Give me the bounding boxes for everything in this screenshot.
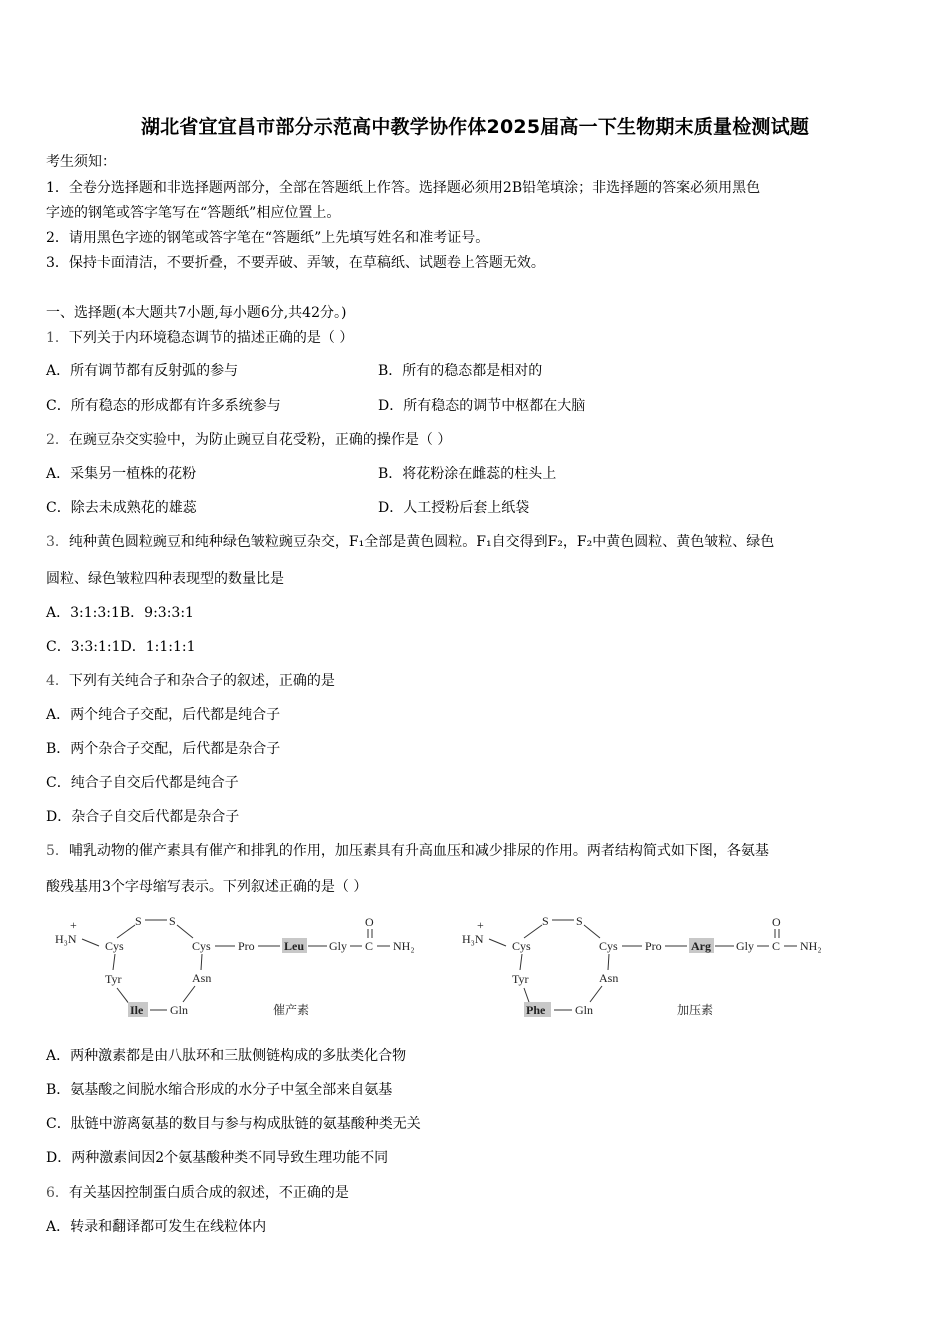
cys-label: Cys xyxy=(105,939,124,953)
asn-label: Asn xyxy=(192,971,212,985)
q5-option-d: D．两种激素间因2个氨基酸种类不同导致生理功能不同 xyxy=(46,1150,389,1166)
bond xyxy=(113,954,115,970)
cys-label: Cys xyxy=(599,939,618,953)
question-number: 4． xyxy=(46,673,69,689)
sulfur-label: S xyxy=(576,914,583,928)
bond xyxy=(183,986,195,1002)
sulfur-label: S xyxy=(169,914,176,928)
h3n-label: H₃N xyxy=(55,932,77,946)
nh2-label: NH₂ xyxy=(393,939,415,953)
q6-option-a: A．转录和翻译都可发生在线粒体内 xyxy=(46,1219,267,1235)
q2-option-b: B．将花粉涂在雌蕊的柱头上 xyxy=(378,466,557,482)
sulfur-label: S xyxy=(542,914,549,928)
hormone-structure-diagram xyxy=(55,910,855,1025)
bond xyxy=(584,925,600,938)
notice-item-2: 2．请用黑色字迹的钢笔或答字笔在“答题纸”上先填写姓名和准考证号。 xyxy=(46,230,490,246)
bond xyxy=(201,954,202,970)
question-text: 有关基因控制蛋白质合成的叙述，不正确的是 xyxy=(68,1185,349,1201)
bond xyxy=(177,925,193,938)
q4-option-d: D．杂合子自交后代都是杂合子 xyxy=(46,809,240,825)
gln-label: Gln xyxy=(575,1003,593,1017)
bond xyxy=(117,925,135,938)
pro-label: Pro xyxy=(645,939,662,953)
tyr-label: Tyr xyxy=(105,972,122,986)
q2-option-d: D．人工授粉后套上纸袋 xyxy=(378,500,530,516)
gly-label: Gly xyxy=(736,939,754,953)
question-3-stem xyxy=(46,532,774,552)
question-text: 下列关于内环境稳态调节的描述正确的是（ ） xyxy=(68,330,354,346)
question-5-stem xyxy=(46,841,769,861)
q4-option-a: A．两个纯合子交配，后代都是纯合子 xyxy=(46,707,281,723)
vasopressin-caption: 加压素 xyxy=(677,1003,714,1017)
question-text: 纯种黄色圆粒豌豆和纯种绿色皱粒豌豆杂交，F₁全部是黄色圆粒。F₁自交得到F₂，F₂中黄色圆粒、黄色皱粒、绿色 xyxy=(68,534,775,550)
cys-label: Cys xyxy=(192,939,211,953)
q5-option-b: B．氨基酸之间脱水缩合形成的水分子中氢全部来自氨基 xyxy=(46,1082,393,1098)
question-number: 6． xyxy=(46,1185,69,1201)
charge-plus: + xyxy=(70,918,77,932)
question-4-stem xyxy=(46,671,335,691)
nh2-label: NH₂ xyxy=(800,939,822,953)
q4-option-c: C．纯合子自交后代都是纯合子 xyxy=(46,775,239,791)
bond xyxy=(590,986,602,1002)
oxygen-label: O xyxy=(772,915,781,929)
tyr-label: Tyr xyxy=(512,972,529,986)
ring-variable-residue-label: Phe xyxy=(526,1003,546,1017)
carbon-label: C xyxy=(772,939,781,953)
q2-option-a: A．采集另一植株的花粉 xyxy=(46,466,197,482)
q2-option-c: C．除去未成熟花的雄蕊 xyxy=(46,500,197,516)
notice-item-1b: 字迹的钢笔或答字笔写在“答题纸”相应位置上。 xyxy=(46,205,341,221)
question-6-stem xyxy=(46,1183,349,1203)
bond xyxy=(489,939,506,946)
question-1-stem xyxy=(46,328,353,348)
variable-residue-label: Arg xyxy=(691,939,711,953)
question-5-stem-cont: 酸残基用3个字母缩写表示。下列叙述正确的是（ ） xyxy=(46,879,368,895)
gln-label: Gln xyxy=(170,1003,188,1017)
question-text: 下列有关纯合子和杂合子的叙述，正确的是 xyxy=(68,673,335,689)
question-3-stem-cont: 圆粒、绿色皱粒四种表现型的数量比是 xyxy=(46,571,284,587)
oxytocin-structure xyxy=(55,914,415,1017)
notice-item-1a: 1．全卷分选择题和非选择题两部分，全部在答题纸上作答。选择题必须用2B铅笔填涂；非选择题的答案必须用黑色 xyxy=(46,180,761,196)
q1-option-a: A．所有调节都有反射弧的参与 xyxy=(46,363,239,379)
cys-label: Cys xyxy=(512,939,531,953)
asn-label: Asn xyxy=(599,971,619,985)
bond xyxy=(82,939,99,946)
q1-option-b: B．所有的稳态都是相对的 xyxy=(378,363,543,379)
sulfur-label: S xyxy=(135,914,142,928)
gly-label: Gly xyxy=(329,939,347,953)
question-number: 5． xyxy=(46,843,69,859)
notice-item-3: 3．保持卡面清洁，不要折叠，不要弄破、弄皱，在草稿纸、试题卷上答题无效。 xyxy=(46,255,545,271)
bond xyxy=(524,925,542,938)
q1-option-c: C．所有稳态的形成都有许多系统参与 xyxy=(46,398,281,414)
question-number: 2． xyxy=(46,432,69,448)
q4-option-b: B．两个杂合子交配，后代都是杂合子 xyxy=(46,741,281,757)
q5-option-a: A．两种激素都是由八肽环和三肽侧链构成的多肽类化合物 xyxy=(46,1048,407,1064)
page-title: 湖北省宜宜昌市部分示范高中教学协作体2025届高一下生物期末质量检测试题 xyxy=(140,116,810,138)
ring-variable-residue-label: Ile xyxy=(130,1003,144,1017)
h3n-label: H₃N xyxy=(462,932,484,946)
q5-option-c: C．肽链中游离氨基的数目与参与构成肽链的氨基酸种类无关 xyxy=(46,1116,421,1132)
section-heading: 一、选择题(本大题共7小题,每小题6分,共42分。) xyxy=(46,305,347,321)
charge-plus: + xyxy=(477,918,484,932)
carbon-label: C xyxy=(365,939,374,953)
question-number: 3． xyxy=(46,534,69,550)
oxygen-label: O xyxy=(365,915,374,929)
bond xyxy=(520,954,522,970)
notice-heading: 考生须知： xyxy=(46,154,116,170)
pro-label: Pro xyxy=(238,939,255,953)
variable-residue-label: Leu xyxy=(284,939,305,953)
q3-options-cd: C．3:3:1:1D．1:1:1:1 xyxy=(46,639,196,655)
q1-option-d: D．所有稳态的调节中枢都在大脑 xyxy=(378,398,586,414)
q3-options-ab: A．3:1:3:1B．9:3:3:1 xyxy=(46,605,194,621)
question-text: 哺乳动物的催产素具有催产和排乳的作用，加压素具有升高血压和减少排尿的作用。两者结构简式如下图，各氨基 xyxy=(68,843,769,859)
oxytocin-caption: 催产素 xyxy=(273,1003,310,1017)
bond xyxy=(608,954,609,970)
question-2-stem xyxy=(46,430,451,450)
vasopressin-structure xyxy=(462,914,822,1017)
question-text: 在豌豆杂交实验中，为防止豌豆自花受粉，正确的操作是（ ） xyxy=(68,432,452,448)
question-number: 1． xyxy=(46,330,69,346)
